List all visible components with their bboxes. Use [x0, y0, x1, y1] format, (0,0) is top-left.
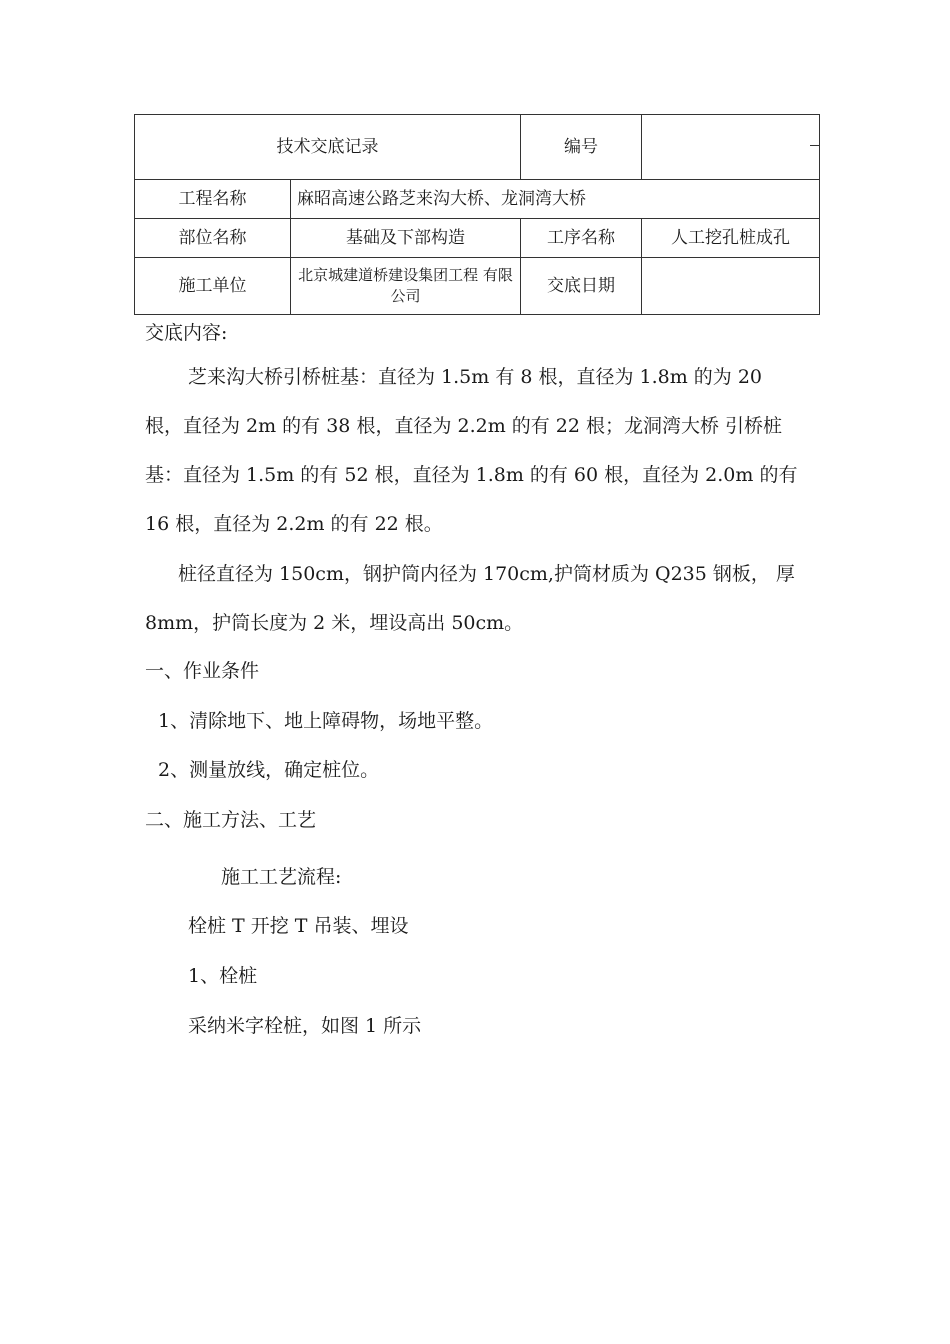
section1-item-2: 2、测量放线，确定桩位。 [158, 759, 380, 781]
dash-mark [810, 145, 819, 146]
date-label: 交底日期 [521, 258, 642, 315]
step1-text: 采纳米字栓桩，如图 1 所示 [188, 1015, 422, 1037]
project-label: 工程名称 [135, 180, 291, 219]
section1-item-1: 1、清除地下、地上障碍物，场地平整。 [158, 710, 494, 732]
record-title: 技术交底记录 [135, 115, 521, 180]
project-value: 麻昭高速公路芝来沟大桥、龙洞湾大桥 [291, 180, 820, 219]
flow-title: 施工工艺流程: [221, 866, 342, 888]
unit-label: 施工单位 [135, 258, 291, 315]
process-value: 人工挖孔桩成孔 [642, 219, 820, 258]
para2-line1: 桩径直径为 150cm，钢护筒内径为 170cm,护筒材质为 Q235 钢板， 厚 [178, 563, 795, 585]
number-value [642, 115, 820, 180]
part-value: 基础及下部构造 [291, 219, 521, 258]
section1-title: 一、作业条件 [145, 660, 260, 682]
part-label: 部位名称 [135, 219, 291, 258]
flow-steps: 栓桩 T 开挖 T 吊装、埋设 [188, 915, 409, 937]
section2-title: 二、施工方法、工艺 [145, 809, 317, 831]
unit-value: 北京城建道桥建设集团工程 有限公司 [291, 258, 521, 315]
date-value [642, 258, 820, 315]
para1-line1: 芝来沟大桥引桥桩基：直径为 1.5m 有 8 根，直径为 1.8m 的为 20 [188, 366, 763, 388]
para2-line2: 8mm，护筒长度为 2 米，埋设高出 50cm。 [145, 612, 524, 634]
step1-title: 1、栓桩 [188, 965, 258, 987]
header-table [134, 114, 820, 315]
para1-line3: 基：直径为 1.5m 的有 52 根，直径为 1.8m 的有 60 根，直径为 2.0m 的有 [145, 464, 798, 486]
para1-line4: 16 根，直径为 2.2m 的有 22 根。 [145, 513, 443, 535]
content-heading: 交底内容: [145, 322, 228, 344]
para1-line2: 根，直径为 2m 的有 38 根，直径为 2.2m 的有 22 根；龙洞湾大桥 引桥桩 [145, 415, 783, 437]
number-label: 编号 [521, 115, 642, 180]
process-label: 工序名称 [521, 219, 642, 258]
